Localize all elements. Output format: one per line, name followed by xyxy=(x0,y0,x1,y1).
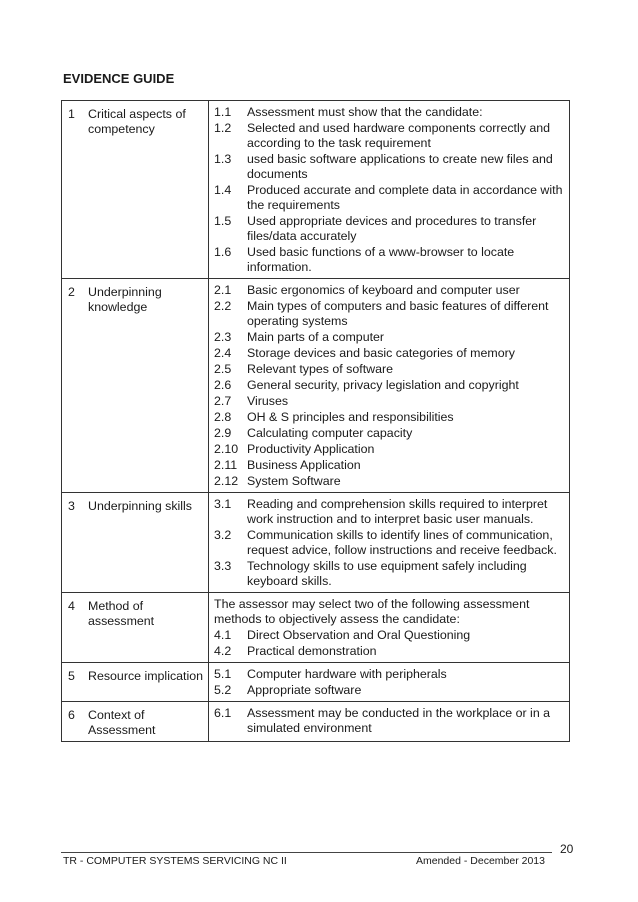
table-row xyxy=(62,702,570,742)
list-item xyxy=(214,426,565,441)
list-item xyxy=(214,474,565,489)
section-label xyxy=(68,599,204,629)
item-number: 2.7 xyxy=(214,394,232,408)
section-number: 2 xyxy=(68,285,75,299)
list-item xyxy=(214,378,565,393)
list-item xyxy=(214,299,565,329)
section-title: Method of assessment xyxy=(88,599,155,628)
list-item xyxy=(214,394,565,409)
item-text: Computer hardware with peripherals xyxy=(247,667,447,681)
item-text: Used basic functions of a www-browser to locate information. xyxy=(247,245,515,274)
item-text: Assessment may be conducted in the workplace or in a simulated environment xyxy=(247,706,551,735)
list-item xyxy=(214,528,565,558)
item-text: Storage devices and basic categories of memory xyxy=(247,346,515,360)
item-text: Reading and comprehension skills required to interpret work instruction and to interpret basic user manuals. xyxy=(247,497,548,526)
list-item xyxy=(214,644,565,659)
item-number: 1.6 xyxy=(214,245,232,259)
table-row xyxy=(62,663,570,702)
item-number: 1.1 xyxy=(214,105,232,119)
item-text: Appropriate software xyxy=(247,683,362,697)
item-number: 2.11 xyxy=(214,458,238,472)
section-number: 4 xyxy=(68,599,75,613)
section-content-cell xyxy=(209,702,570,742)
section-title: Underpinning skills xyxy=(88,499,192,513)
item-number: 3.2 xyxy=(214,528,232,542)
item-number: 2.6 xyxy=(214,378,232,392)
item-number: 2.4 xyxy=(214,346,232,360)
item-text: Calculating computer capacity xyxy=(247,426,413,440)
item-number: 1.3 xyxy=(214,152,232,166)
item-text: Technology skills to use equipment safely including keyboard skills. xyxy=(247,559,527,588)
item-text: Main types of computers and basic features of different operating systems xyxy=(247,299,549,328)
item-text: Relevant types of software xyxy=(247,362,394,376)
list-item xyxy=(214,283,565,298)
item-number: 2.2 xyxy=(214,299,232,313)
list-item xyxy=(214,183,565,213)
item-text: Direct Observation and Oral Questioning xyxy=(247,628,471,642)
footer-amended-date: Amended - December 2013 xyxy=(416,855,545,867)
table-row xyxy=(62,279,570,493)
item-number: 1.4 xyxy=(214,183,232,197)
page-number: 20 xyxy=(560,842,574,856)
section-content-cell xyxy=(209,279,570,493)
list-item xyxy=(214,442,565,457)
section-label xyxy=(68,669,204,684)
table-row xyxy=(62,493,570,593)
list-item xyxy=(214,706,565,736)
table-row xyxy=(62,101,570,279)
item-number: 1.2 xyxy=(214,121,232,135)
item-text: Main parts of a computer xyxy=(247,330,385,344)
section-label xyxy=(68,499,204,514)
item-text: General security, privacy legislation and copyright xyxy=(247,378,519,392)
list-item xyxy=(214,410,565,425)
section-label-cell xyxy=(62,663,209,702)
item-text: OH & S principles and responsibilities xyxy=(247,410,454,424)
section-content-cell xyxy=(209,663,570,702)
section-label xyxy=(68,107,204,137)
footer-divider xyxy=(61,852,552,853)
section-number: 3 xyxy=(68,499,75,513)
section-content-cell xyxy=(209,593,570,663)
item-number: 2.9 xyxy=(214,426,232,440)
item-text: Communication skills to identify lines of communication, request advice, follow instructions and receive feedback. xyxy=(247,528,557,557)
section-title: Critical aspects of competency xyxy=(88,107,186,136)
section-label-cell xyxy=(62,101,209,279)
section-number: 6 xyxy=(68,708,75,722)
section-label-cell xyxy=(62,493,209,593)
item-number: 2.12 xyxy=(214,474,239,488)
item-number: 2.1 xyxy=(214,283,232,297)
list-item xyxy=(214,245,565,275)
section-content-cell xyxy=(209,493,570,593)
section-intro: The assessor may select two of the following assessment methods to objectively assess the candidate: xyxy=(214,597,530,626)
section-label-cell xyxy=(62,593,209,663)
section-label xyxy=(68,285,204,315)
list-item xyxy=(214,628,565,643)
item-text: Used appropriate devices and procedures to transfer files/data accurately xyxy=(247,214,537,243)
list-item xyxy=(214,497,565,527)
section-title: Resource implication xyxy=(88,669,204,683)
item-number: 1.5 xyxy=(214,214,232,228)
list-item xyxy=(214,667,565,682)
section-label-cell xyxy=(62,279,209,493)
section-number: 5 xyxy=(68,669,75,683)
item-text: Basic ergonomics of keyboard and computer user xyxy=(247,283,520,297)
evidence-guide-body xyxy=(62,101,570,742)
item-number: 3.1 xyxy=(214,497,232,511)
item-number: 3.3 xyxy=(214,559,232,573)
item-number: 2.8 xyxy=(214,410,232,424)
list-item xyxy=(214,152,565,182)
section-title: Context of Assessment xyxy=(88,708,156,737)
item-text: System Software xyxy=(247,474,341,488)
section-number: 1 xyxy=(68,107,75,121)
evidence-guide-table xyxy=(61,100,570,742)
section-label xyxy=(68,708,204,738)
item-text: Viruses xyxy=(247,394,289,408)
list-item xyxy=(214,346,565,361)
item-number: 4.1 xyxy=(214,628,232,642)
item-text: Business Application xyxy=(247,458,361,472)
list-item xyxy=(214,214,565,244)
item-number: 2.3 xyxy=(214,330,232,344)
item-number: 2.10 xyxy=(214,442,239,456)
item-number: 4.2 xyxy=(214,644,232,658)
item-number: 6.1 xyxy=(214,706,232,720)
list-item xyxy=(214,458,565,473)
item-text: Productivity Application xyxy=(247,442,375,456)
page-title: EVIDENCE GUIDE xyxy=(63,71,175,86)
item-text: Practical demonstration xyxy=(247,644,377,658)
item-number: 5.1 xyxy=(214,667,232,681)
list-item xyxy=(214,330,565,345)
item-text: used basic software applications to create new files and documents xyxy=(247,152,553,181)
section-content-cell xyxy=(209,101,570,279)
list-item xyxy=(214,362,565,377)
list-item xyxy=(214,121,565,151)
table-row xyxy=(62,593,570,663)
item-number: 2.5 xyxy=(214,362,232,376)
list-item xyxy=(214,559,565,589)
item-text: Produced accurate and complete data in accordance with the requirements xyxy=(247,183,563,212)
section-title: Underpinning knowledge xyxy=(88,285,162,314)
list-item xyxy=(214,683,565,698)
item-text: Selected and used hardware components correctly and according to the task requirement xyxy=(247,121,551,150)
item-number: 5.2 xyxy=(214,683,232,697)
section-label-cell xyxy=(62,702,209,742)
item-text: Assessment must show that the candidate: xyxy=(247,105,483,119)
list-item xyxy=(214,105,565,120)
footer-document-title: TR - COMPUTER SYSTEMS SERVICING NC II xyxy=(63,855,287,867)
